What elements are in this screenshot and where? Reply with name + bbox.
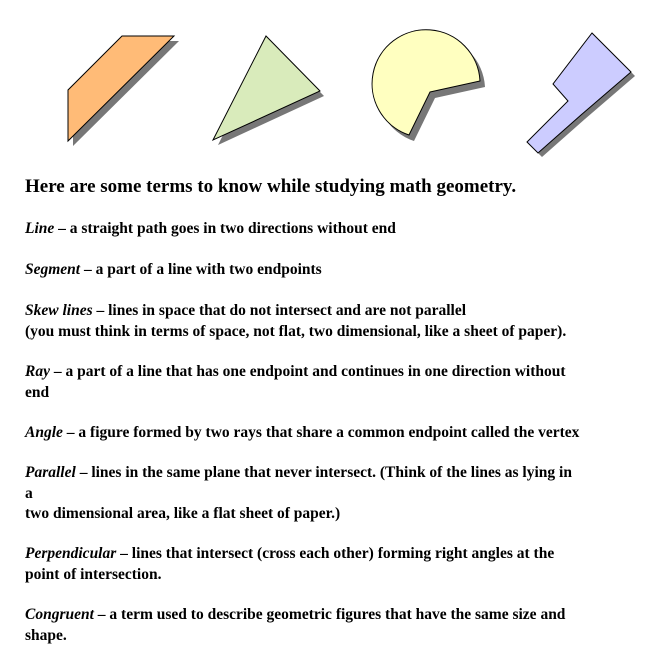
term-word: Skew lines [25,302,93,319]
term-definition: – a part of a line that has one endpoint and continues in one direction without [49,363,566,380]
term-definition-continued: (you must think in terms of space, not flat, two dimensional, like a sheet of paper). [25,322,567,340]
triangle-fill [213,36,320,140]
term-word: Ray [25,363,50,380]
term-word: Perpendicular [25,545,117,562]
term-definition: – a term used to describe geometric figures that have the same size and [93,606,566,623]
term-definition: – a figure formed by two rays that share a common endpoint called the vertex [62,424,580,441]
term-congruent [25,605,665,646]
term-angle [25,423,665,444]
term-word: Segment [25,261,81,278]
term-definition: – a straight path goes in two directions without end [54,220,396,237]
term-line [25,219,665,240]
term-definition: – lines that intersect (cross each other) forming right angles at the [116,545,555,562]
term-definition-continued-2: two dimensional area, like a flat sheet of paper.) [25,505,341,522]
term-word: Line [25,220,55,237]
term-skew-lines [25,301,665,342]
term-definition: – lines in the same plane that never intersect. (Think of the lines as lying in [75,464,572,481]
parallelogram-fill [68,36,174,141]
term-definition-continued: shape. [25,626,67,644]
l-shape-fill [527,33,631,153]
l-shape [527,33,635,157]
term-word: Parallel [25,464,76,481]
page-heading: Here are some terms to know while studying math geometry. [25,176,517,197]
term-definition-continued: end [25,383,50,401]
term-ray [25,362,665,403]
term-perpendicular [25,544,665,585]
parallelogram-shape [68,36,179,146]
term-segment [25,260,665,281]
term-parallel [25,463,665,525]
term-word: Congruent [25,606,94,623]
term-definition-continued: point of intersection. [25,565,162,583]
term-word: Angle [25,424,63,441]
term-definition: – a part of a line with two endpoints [80,261,322,278]
term-definition-continued: a [25,484,33,502]
pie-fill [372,30,480,135]
pie-shape [372,30,485,141]
triangle-shape [213,36,324,145]
shapes-illustration [0,0,672,165]
term-definition: – lines in space that do not intersect and are not parallel [92,302,467,319]
